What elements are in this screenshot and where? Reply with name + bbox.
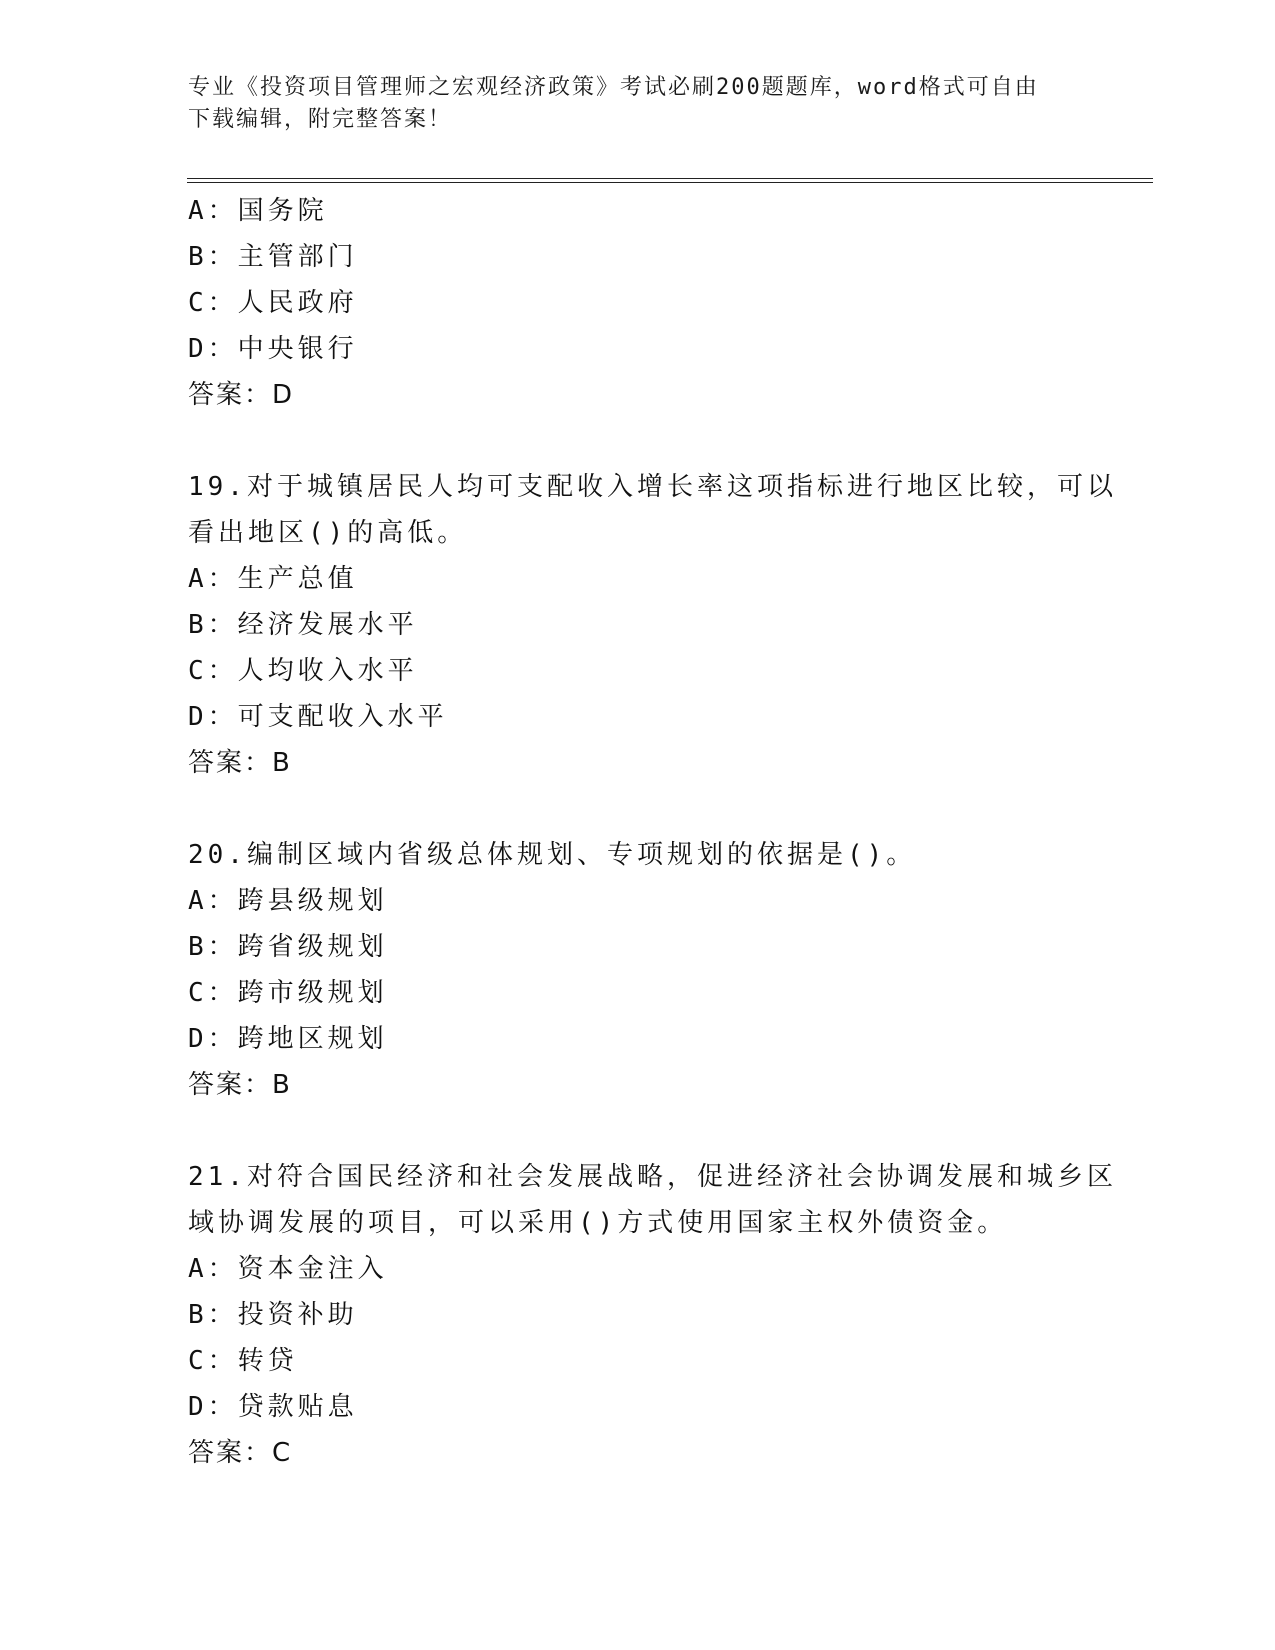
header-divider-bottom [187,182,1153,183]
document-header [188,72,1068,136]
option-a: A：国务院 [188,196,328,226]
option-b: B：跨省级规划 [188,932,388,962]
option-b: B：经济发展水平 [188,610,418,640]
question-block-18 [188,188,1088,418]
answer: 答案：B [188,748,292,778]
question-stem-line: 19.对于城镇居民人均可支配收入增长率这项指标进行地区比较，可以 [188,472,1117,502]
header-line-1: 专业《投资项目管理师之宏观经济政策》考试必刷200题题库，word格式可自由 [188,75,1039,100]
option-a: A：资本金注入 [188,1254,388,1284]
question-block-19 [188,464,1117,786]
header-line-2: 下载编辑，附完整答案！ [188,107,453,132]
question-stem-line: 21.对符合国民经济和社会发展战略，促进经济社会协调发展和城乡区 [188,1162,1117,1192]
option-c: C：跨市级规划 [188,978,388,1008]
answer: 答案：B [188,1070,292,1100]
spacer [188,418,1088,464]
answer: 答案：D [188,380,295,410]
question-stem-line: 20.编制区域内省级总体规划、专项规划的依据是()。 [188,840,917,870]
option-b: B：投资补助 [188,1300,358,1330]
option-c: C：人均收入水平 [188,656,418,686]
option-b: B：主管部门 [188,242,358,272]
option-a: A：生产总值 [188,564,358,594]
option-d: D：中央银行 [188,334,358,364]
option-c: C：人民政府 [188,288,358,318]
question-stem-line: 域协调发展的项目，可以采用()方式使用国家主权外债资金。 [188,1208,1008,1238]
option-c: C：转贷 [188,1346,298,1376]
option-d: D：跨地区规划 [188,1024,388,1054]
question-stem-line: 看出地区()的高低。 [188,518,468,548]
option-d: D：可支配收入水平 [188,702,448,732]
question-list [188,188,1117,1476]
option-d: D：贷款贴息 [188,1392,358,1422]
spacer [188,786,1088,832]
header-divider-top [187,178,1153,179]
answer: 答案：C [188,1438,293,1468]
spacer [188,1108,1088,1154]
question-block-20 [188,832,1088,1108]
question-block-21 [188,1154,1117,1476]
option-a: A：跨县级规划 [188,886,388,916]
